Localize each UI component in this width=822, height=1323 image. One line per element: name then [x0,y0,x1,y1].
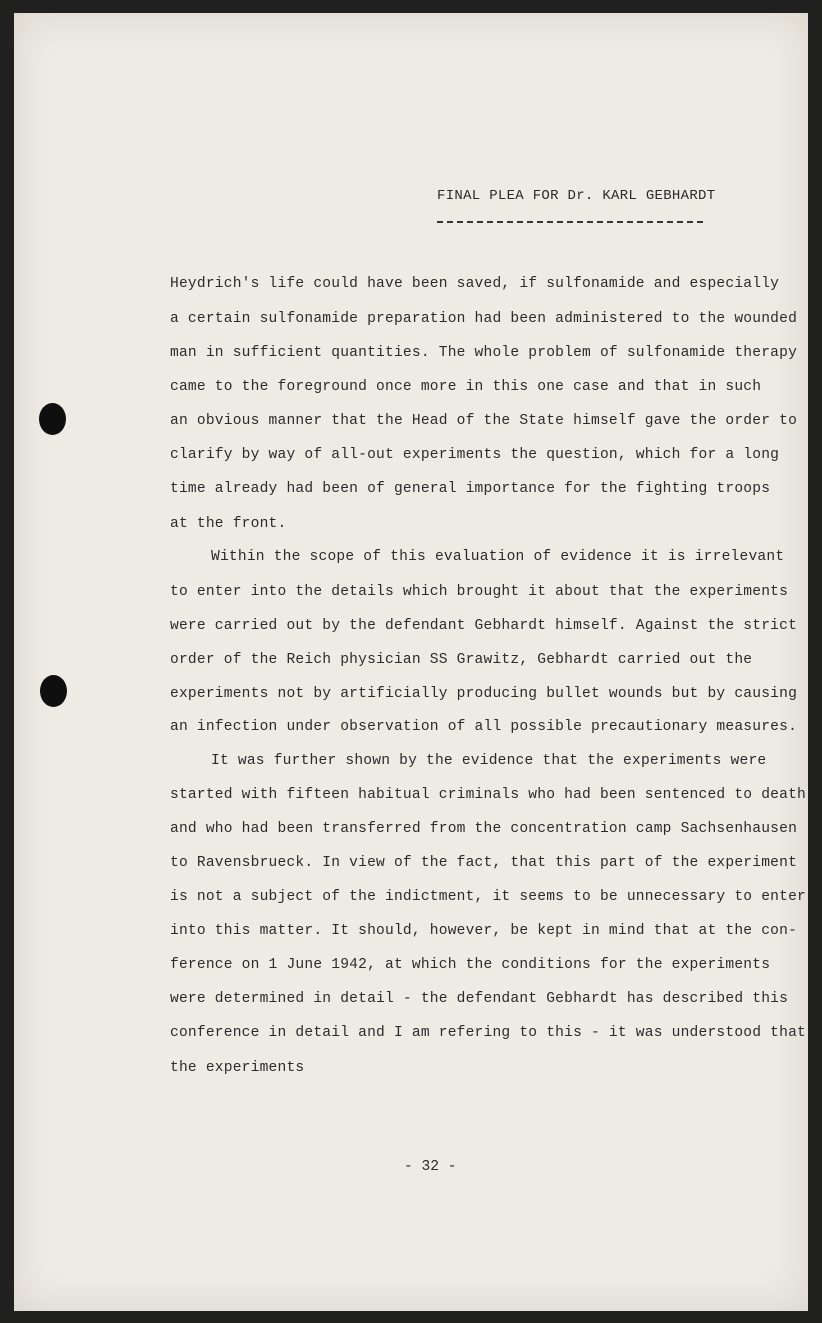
body-line-14: an infection under observation of all possible precautionary measures. [170,719,798,735]
body-line-2: a certain sulfonamide preparation had been administered to the wounded [170,311,798,327]
body-line-6: clarify by way of all-out experiments the question, which for a long [170,447,780,463]
body-line-13: experiments not by artificially producing bullet wounds but by causing [170,686,798,702]
body-line-17: and who had been transferred from the concentration camp Sachsenhausen [170,821,798,837]
body-line-20: into this matter. It should, however, be kept in mind that at the con- [170,923,798,939]
header-underline [437,221,703,223]
body-line-24: the experiments [170,1060,305,1076]
body-line-5: an obvious manner that the Head of the State himself gave the order to [170,413,798,429]
body-line-4: came to the foreground once more in this one case and that in such [170,379,762,395]
page-number: - 32 - [404,1159,457,1175]
body-line-11: were carried out by the defendant Gebhardt himself. Against the strict [170,618,798,634]
body-line-1: Heydrich's life could have been saved, if sulfonamide and especially [170,276,780,292]
body-line-19: is not a subject of the indictment, it seems to be unnecessary to enter [170,889,806,905]
body-line-3: man in sufficient quantities. The whole problem of sulfonamide therapy [170,345,798,361]
punch-hole-top [39,403,66,435]
body-line-22: were determined in detail - the defendant Gebhardt has described this [170,991,789,1007]
body-line-9: Within the scope of this evaluation of evidence it is irrelevant [211,549,785,565]
body-line-12: order of the Reich physician SS Grawitz, Gebhardt carried out the [170,652,753,668]
body-line-23: conference in detail and I am refering to this - it was understood that [170,1025,806,1041]
punch-hole-bottom [40,675,67,707]
body-line-7: time already had been of general importance for the fighting troops [170,481,771,497]
document-header: FINAL PLEA FOR Dr. KARL GEBHARDT [437,188,716,204]
body-line-15: It was further shown by the evidence that the experiments were [211,753,767,769]
body-line-16: started with fifteen habitual criminals who had been sentenced to death [170,787,806,803]
body-line-8: at the front. [170,516,287,532]
body-line-21: ference on 1 June 1942, at which the conditions for the experiments [170,957,771,973]
body-line-18: to Ravensbrueck. In view of the fact, that this part of the experiment [170,855,798,871]
body-line-10: to enter into the details which brought it about that the experiments [170,584,789,600]
